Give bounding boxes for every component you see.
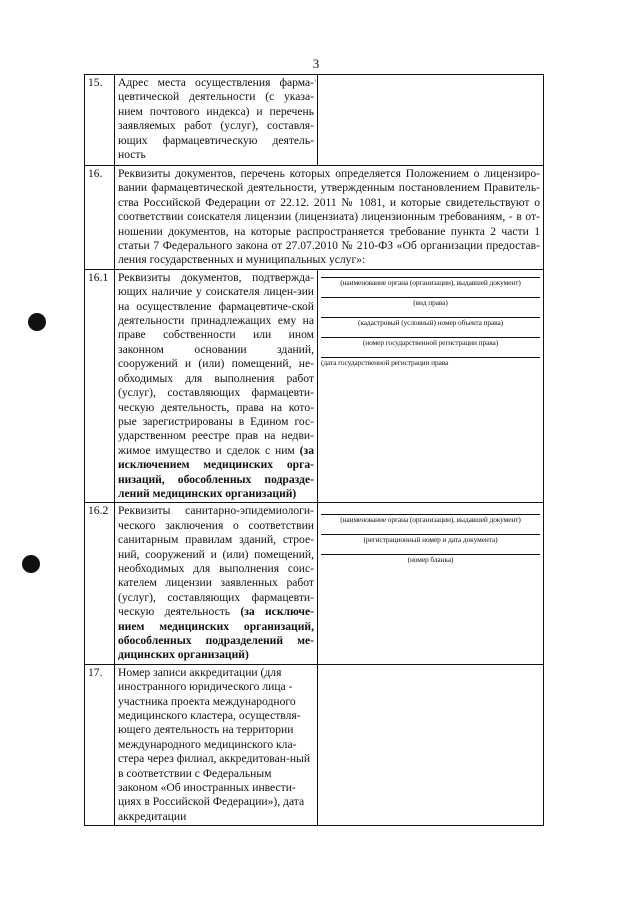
table-row [85,664,544,825]
row-number: 16.1 [85,269,115,503]
field-caption: (наименование органа (организации), выдавшей документ) [321,277,540,287]
punch-hole-top [28,313,46,331]
input-cell[interactable] [318,269,544,503]
row-number: 17. [85,664,115,825]
row-number: 15. [85,75,115,166]
row-label-bold: (за исключе-нием медицинских организаций, обособленных подразделений ме-дицинских организаций) [118,605,314,662]
row-label: Номер записи аккредитации (для иностранного юридического лица - участника проекта международного медицинского кластера, осуществля-ющего деятельность на территории международного медицинского кла-стера через филиал, аккредитован-ный в соответствии с Федеральным законом «Об иностранных инвести-циях в Российской Федерации»), дата аккредитации [115,664,318,825]
input-cell[interactable] [318,664,544,825]
row-label-bold: (за исключением медицинских орга-низаций, обособленных подразде-лений медицинских организаций) [118,443,314,500]
field-caption: (номер бланка) [321,554,540,564]
field-caption: (дата государственной регистрации права [321,357,540,367]
input-cell[interactable] [318,75,544,166]
row-label-text: Адрес места осуществления фарма-цевтической деятельности (с указа-нием почтового индекса) и перечень заявляемых работ (услуг), составля-ющих фармацевтическую деятель-ность [118,76,314,162]
table-row [85,75,544,166]
punch-hole-bottom [22,555,40,573]
row-label-text: Реквизиты документов, подтвержда-ющих наличие у соискателя лицен-зии на осуществление фармацевтиче-ской деятельности принадлежащих ему на праве собственности или ином законном основании зданий, сооружений и (или) помещений, не-обходимых для выполнения работ (услуг), составляющих фармацевти-ческую деятельность, права на кото-рые зарегистрированы в Едином гос-ударственном реестре прав на недви-жимое имущество и сделок с ним [118,270,314,457]
row-label-text: Реквизиты санитарно-эпидемиологи-ческого заключения о соответствии санитарным правилам зданий, строе-ний, сооружений и (или) помещений, необходимых для выполнения соис-кателем лицензии заявленных работ (услуг), составляющих фармацевти-ческую деятельность [118,504,314,619]
page-number: 3 [312,56,320,71]
row-number: 16.2 [85,503,115,664]
field-caption: (номер государственной регистрации права) [321,337,540,347]
table-row [85,269,544,503]
field-caption: (кадастровый (условный) номер объекта права) [321,317,540,327]
row-number: 16. [85,166,115,270]
tick-mark: ' [314,78,316,88]
application-form-table [84,74,544,826]
table-row [85,503,544,664]
table-row [85,166,544,270]
input-cell[interactable] [318,503,544,664]
field-caption: (регистрационный номер и дата документа) [321,534,540,544]
row-label [115,269,318,503]
row-text: Реквизиты документов, перечень которых определяется Положением о лицензиро-вании фармацевтической деятельности, утвержденным постановлением Правитель-ства Российской Федерации от 22.12. 2011 № 1081, и которые свидетельствуют о соответствии соискателя лицензии (лицензиата) лицензионным требованиям, - в от-ношении документов, на которые распространяется требование пункта 2 части 1 статьи 7 Федерального закона от 27.07.2010 № 210-ФЗ «Об организации предостав-ления государственных и муниципальных услуг»: [115,166,544,270]
field-caption: (вид права) [321,297,540,307]
row-label [115,75,318,166]
row-label [115,503,318,664]
field-caption: (наименование органа (организации), выдавшей документ) [321,514,540,524]
